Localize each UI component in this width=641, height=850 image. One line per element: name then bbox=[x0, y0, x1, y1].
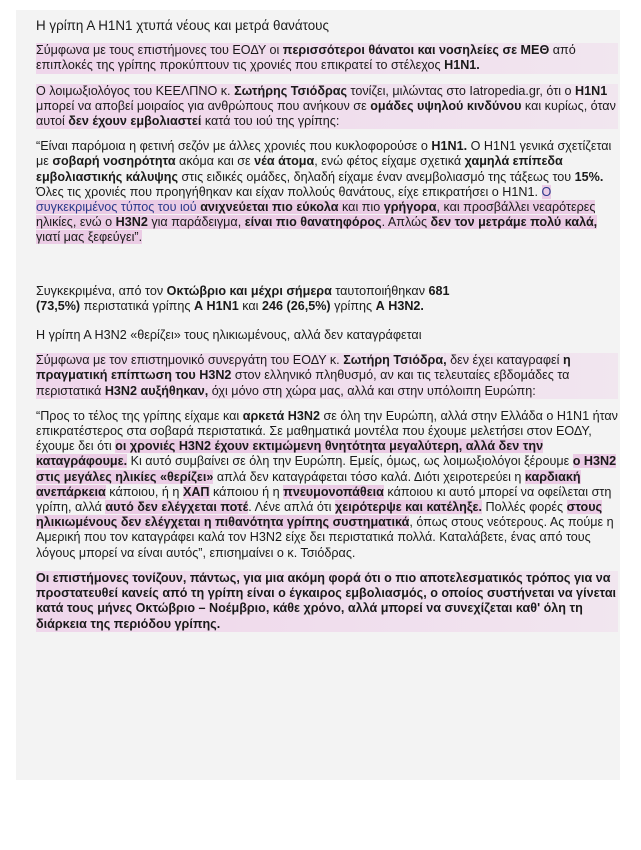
article-body bbox=[36, 18, 618, 632]
emphasis: Η3Ν2 αυξήθηκαν, bbox=[104, 383, 209, 398]
highlight: και πιο bbox=[338, 200, 384, 215]
emphasis: 15%. bbox=[574, 169, 604, 184]
emphasis: πνευμονοπάθεια bbox=[283, 484, 384, 499]
text: και κυρίως, όταν αυτοί bbox=[36, 98, 616, 129]
highlight: για παράδειγμα, bbox=[147, 215, 245, 230]
emphasis: στους ηλικιωμένους δεν ελέγχεται η πιθανότητα γρίπης συστηματικά bbox=[36, 500, 603, 530]
text: κάποιου ή η bbox=[209, 484, 284, 499]
text: Σύμφωνα με τον επιστημονικό συνεργάτη του ΕΟΔΥ κ. bbox=[36, 353, 344, 368]
paragraph-h3n2 bbox=[36, 353, 618, 399]
text: Όλες τις χρονιές που προηγήθηκαν και είχαν πολλούς θανάτους, είχε επικρατήσει ο Η1Ν1. bbox=[36, 184, 542, 199]
text: ταυτοποιήθηκαν bbox=[331, 283, 429, 298]
text: , όπως στους νεότερους. Ας πούμε η Αμερική που τον καταγράφει καλά τον Η3Ν2 είχε δει περιστατικά πολλά. Καταλάβετε, ένας από τους λόγους μπορεί να είναι αυτός”, επισημαίνει ο κ. Τσιόδρας. bbox=[36, 515, 614, 560]
text: κάποιου, ή η bbox=[105, 484, 183, 499]
emphasis: Η1Ν1. bbox=[431, 139, 468, 154]
text: στον ελληνικό πληθυσμό, αν και τις τελευταίες εβδομάδες τα περιστατικά bbox=[36, 368, 570, 398]
text: από επιπλοκές της γρίπης προκύπτουν τις χρονιές που επικρατεί το στέλεχος bbox=[36, 43, 576, 73]
emphasis: χειρότερψε και κατέληξε. bbox=[334, 500, 482, 515]
text: τονίζει, μιλώντας στο Iatropedia.gr, ότι ο bbox=[347, 83, 576, 98]
text: , ενώ φέτος είχαμε σχετικά bbox=[314, 154, 465, 169]
text: Συγκεκριμένα, από τον bbox=[36, 283, 167, 298]
emphasis: ΧΑΠ bbox=[182, 484, 210, 499]
emphasis: Σωτήρης Τσιόδρας bbox=[234, 83, 348, 98]
emphasis: χαμηλά επίπεδα εμβολιαστικής κάλυψης bbox=[36, 154, 563, 184]
text: γρίπης bbox=[330, 298, 376, 313]
text: Σύμφωνα με τους επιστήμονες του ΕΟΔΥ οι bbox=[36, 43, 283, 58]
text: ακόμα και σε bbox=[175, 154, 255, 169]
highlight: γιατί μας ξεφεύγει”. bbox=[36, 230, 143, 245]
emphasis: Οκτώβριο και μέχρι σήμερα bbox=[166, 283, 332, 298]
emphasis: Α Η1Ν1 bbox=[193, 298, 239, 313]
emphasis: Η1Ν1 bbox=[575, 83, 608, 98]
quote-2 bbox=[36, 409, 618, 561]
paragraph-intro bbox=[36, 43, 618, 73]
text: όχι μόνο στη χώρα μας, αλλά και στην υπόλοιπη Ευρώπη: bbox=[208, 383, 536, 398]
emphasis: Η1Ν1. bbox=[444, 58, 480, 73]
document-page bbox=[16, 10, 620, 780]
emphasis: δεν τον μετράμε πολύ καλά, bbox=[430, 215, 598, 230]
emphasis: καρδιακή ανεπάρκεια bbox=[36, 469, 581, 499]
text: περιστατικά γρίπης bbox=[80, 298, 194, 313]
text: απλά δεν καταγράφεται τόσο καλά. Διότι χειροτερεύει η bbox=[213, 469, 525, 484]
emphasis: 681 bbox=[428, 283, 450, 298]
emphasis: οι χρονιές Η3Ν2 έχουν εκτιμώμενη θνητότητα μεγαλύτερη, αλλά δεν την καταγράφουμε. bbox=[36, 439, 544, 469]
text: κάποιου κι αυτό μπορεί να οφείλεται στη γρίπη, αλλά bbox=[36, 484, 612, 515]
emphasis: περισσότεροι θάνατοι και νοσηλείες σε ΜΕΘ bbox=[282, 43, 550, 58]
text: Ο Η1Ν1 γενικά σχετίζεται με bbox=[36, 139, 612, 169]
emphasis: Α Η3Ν2. bbox=[375, 298, 424, 313]
text: μπορεί να αποβεί μοιραίος για ανθρώπους που ανήκουν σε bbox=[36, 98, 371, 113]
emphasis: δεν έχουν εμβολιαστεί bbox=[68, 114, 202, 129]
text: στις ειδικές ομάδες, δηλαδή είχαμε έναν ανεμβολιασμό της τάξεως του bbox=[178, 169, 575, 184]
text: Πολλές φορές bbox=[481, 500, 567, 515]
emphasis: γρήγορα bbox=[383, 200, 437, 215]
section-subtitle: Η γρίπη Α Η3Ν2 «θερίζει» τους ηλικιωμένους, αλλά δεν καταγράφεται bbox=[36, 328, 422, 343]
emphasis: ο Η3Ν2 στις μεγάλες ηλικίες «θερίζει» bbox=[36, 454, 617, 484]
emphasis: αρκετά Η3Ν2 bbox=[242, 408, 320, 423]
paragraph-tsiodras bbox=[36, 84, 618, 130]
emphasis: (73,5%) bbox=[36, 298, 81, 313]
emphasis: ανιχνεύεται πιο εύκολα bbox=[200, 200, 339, 215]
text: “Προς το τέλος της γρίπης είχαμε και bbox=[36, 408, 243, 423]
emphasis: Η3Ν2 bbox=[115, 215, 148, 230]
article-title: Η γρίπη Α Η1Ν1 χτυπά νέους και μετρά θανάτους bbox=[36, 18, 329, 33]
quote-1 bbox=[36, 139, 618, 245]
text: κατά του ιού της γρίπης: bbox=[201, 114, 340, 129]
text: . Λένε απλά ότι bbox=[248, 500, 335, 515]
paragraph-conclusion: Οι επιστήμονες τονίζουν, πάντως, για μια ακόμη φορά ότι ο πιο αποτελεσματικός τρόπος για να προστατευθεί κανείς από τη γρίπη είναι ο έγκαιρος εμβολιασμός, ο οποίος συστήνεται να γίνεται κατά τους μήνες Οκτώβριο – Νοέμβριο, κάθε χρόνο, αλλά μπορεί να συνεχίζεται καθ' όλη τη διάρκεια της περιόδου γρίπης. bbox=[36, 570, 617, 631]
emphasis: Σωτήρη Τσιόδρα, bbox=[343, 353, 447, 368]
highlight: . Απλώς bbox=[381, 215, 431, 230]
text: Ο λοιμωξιολόγος του ΚΕΕΛΠΝΟ κ. bbox=[36, 83, 235, 98]
emphasis: αυτό δεν ελέγχεται ποτέ bbox=[105, 500, 249, 515]
text: “Είναι παρόμοια η φετινή σεζόν με άλλες χρονιές που κυκλοφορούσε ο bbox=[36, 139, 432, 154]
highlight: , και προσβάλλει νεαρότερες ηλικίες, ενώ ο bbox=[36, 200, 596, 230]
text: δεν έχει καταγραφεί bbox=[446, 353, 563, 368]
text: Κι αυτό συμβαίνει σε όλη την Ευρώπη. Εμείς, όμως, ως λοιμωξιολόγοι ξέρουμε bbox=[127, 454, 573, 469]
paragraph-statistics bbox=[36, 284, 618, 314]
emphasis: η πραγματική επίπτωση του Η3Ν2 bbox=[36, 353, 571, 383]
emphasis: σοβαρή νοσηρότητα bbox=[52, 154, 176, 169]
text: σε όλη την Ευρώπη, αλλά στην Ελλάδα ο Η1Ν1 ήταν επικρατέστερος στα σοβαρά περιστατικά. Σε μαθηματικά μοντέλα που έχουμε μελετήσει στον ΕΟΔΥ, έχουμε δει ότι bbox=[36, 408, 618, 454]
text: και bbox=[238, 298, 262, 313]
emphasis: είναι πιο θανατηφόρος bbox=[244, 215, 382, 230]
highlight: Ο συγκεκριμένος τύπος του ιού bbox=[36, 184, 552, 215]
emphasis: νέα άτομα bbox=[254, 154, 315, 169]
emphasis: 246 (26,5%) bbox=[261, 298, 331, 313]
emphasis: ομάδες υψηλού κινδύνου bbox=[370, 98, 522, 113]
